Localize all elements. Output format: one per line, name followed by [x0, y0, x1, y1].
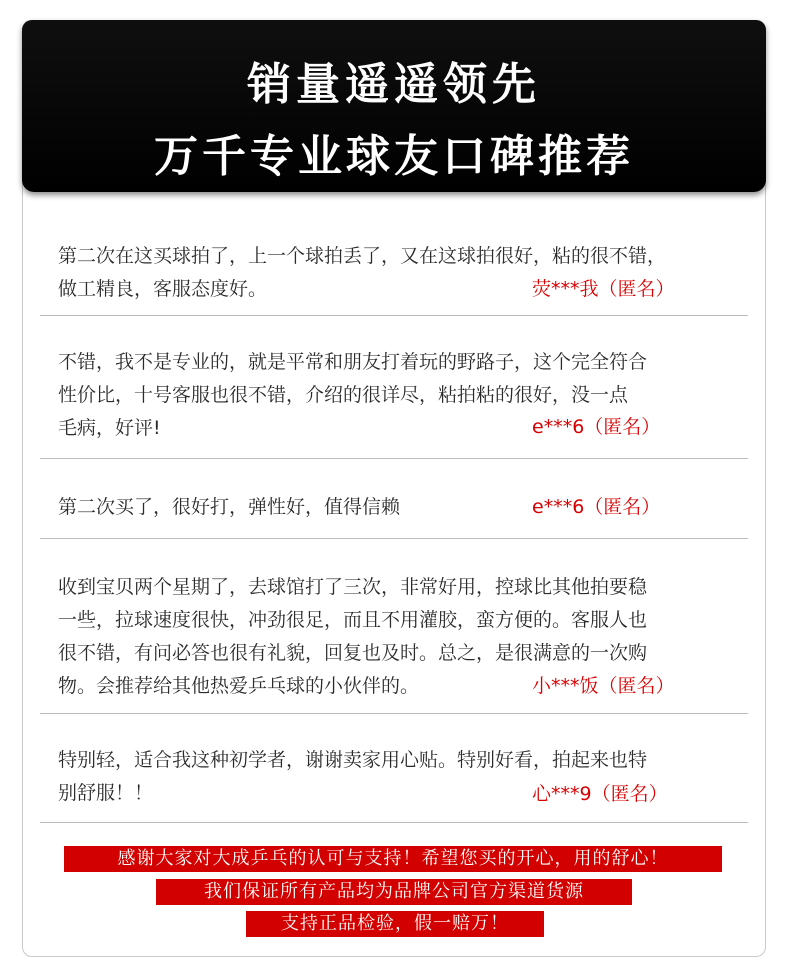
- banner-title: 销量遥遥领先: [247, 59, 541, 110]
- review-text: 第二次在这买球拍了，上一个球拍丢了，又在这球拍很好，粘的很不错，: [58, 245, 667, 267]
- banner-subtitle: 万千专业球友口碑推荐: [154, 131, 634, 182]
- footer-guarantee-bar: 我们保证所有产品均为品牌公司官方渠道货源: [156, 879, 632, 905]
- review-text: 不错，我不是专业的，就是平常和朋友打着玩的野路子，这个完全符合: [58, 351, 648, 373]
- review-author: 荧***我（匿名）: [532, 278, 675, 300]
- review-author: e***6（匿名）: [532, 416, 661, 438]
- divider: [40, 315, 748, 316]
- review-text: 物。会推荐给其他热爱乒乓球的小伙伴的。: [58, 675, 420, 697]
- divider: [40, 822, 748, 823]
- review-text: 性价比，十号客服也很不错，介绍的很详尽，粘拍粘的很好，没一点: [58, 384, 629, 406]
- review-text: 别舒服！！: [58, 782, 154, 804]
- review-text: 特别轻，适合我这种初学者，谢谢卖家用心贴。特别好看，拍起来也特: [58, 749, 648, 771]
- divider: [40, 458, 748, 459]
- footer-authentic-bar: 支持正品检验，假一赔万！: [246, 911, 544, 937]
- review-text: 第二次买了，很好打，弹性好，值得信赖: [58, 496, 401, 518]
- review-author: 心***9（匿名）: [532, 783, 668, 805]
- review-author: 小***饭（匿名）: [532, 675, 675, 697]
- review-text: 毛病，好评!: [58, 417, 161, 439]
- review-text: 很不错，有问必答也很有礼貌，回复也及时。总之，是很满意的一次购: [58, 642, 648, 664]
- footer-thanks-bar: 感谢大家对大成乒乓的认可与支持！希望您买的开心，用的舒心！: [64, 846, 722, 872]
- header-banner: [22, 20, 766, 192]
- review-text: 收到宝贝两个星期了，去球馆打了三次，非常好用，控球比其他拍要稳: [58, 576, 648, 598]
- divider: [40, 538, 748, 539]
- divider: [40, 713, 748, 714]
- review-text: 一些，拉球速度很快，冲劲很足，而且不用灌胶，蛮方便的。客服人也: [58, 609, 648, 631]
- review-author: e***6（匿名）: [532, 496, 661, 518]
- review-text: 做工精良，客服态度好。: [58, 278, 268, 300]
